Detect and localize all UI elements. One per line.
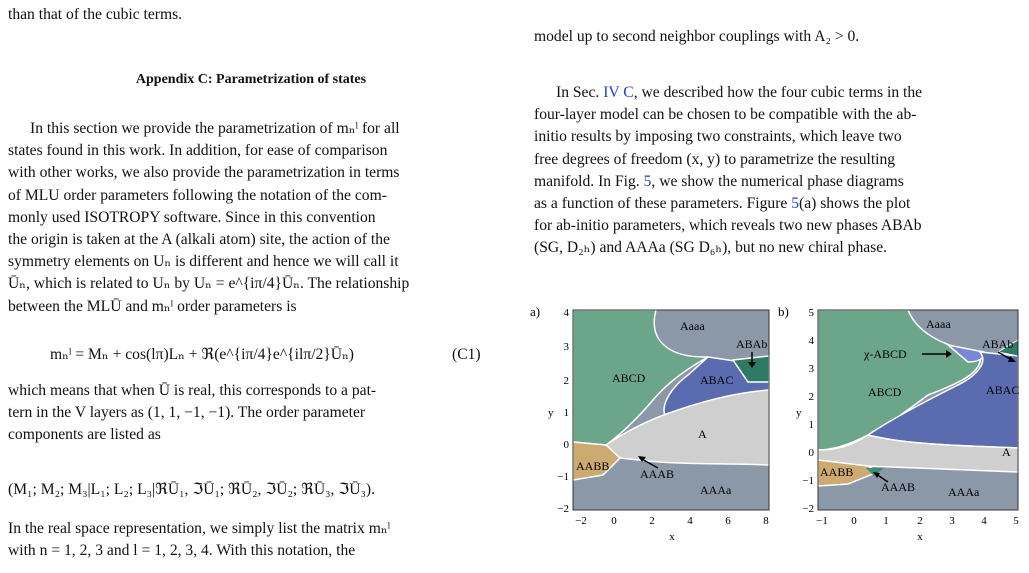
svg-text:4: 4 <box>563 307 569 319</box>
text-line: the origin is taken at the A (alkali atom) site, the action of the <box>8 231 390 249</box>
label-aabb: AABB <box>576 459 610 473</box>
label-abcd: ABCD <box>612 371 646 385</box>
text-line: In Sec. IV C, we described how the four cubic terms in the <box>556 84 923 101</box>
right-top-line: model up to second neighbor couplings with A₂ > 0. <box>534 28 860 45</box>
text-line: initio results by imposing two constraints, which leave two <box>534 128 902 146</box>
text-line: with n = 1, 2, 3 and l = 1, 2, 3, 4. With this notation, the <box>8 542 356 560</box>
text-line: components are listed as <box>8 426 161 444</box>
label-abab: ABAb <box>736 337 768 351</box>
text-line: In the real space representation, we simply list the matrix mₙˡ <box>8 520 391 537</box>
svg-text:−1: −1 <box>816 515 828 527</box>
svg-text:3: 3 <box>563 341 569 353</box>
panel-a-yticks <box>557 307 569 515</box>
text-line: manifold. In Fig. 5, we show the numerical phase diagrams <box>534 172 904 190</box>
text-line: as a function of these parameters. Figure 5(a) shows the plot <box>534 195 911 213</box>
text-line: tern in the V layers as (1, 1, −1, −1). The order parameter <box>8 404 366 422</box>
svg-text:−1: −1 <box>802 475 814 487</box>
panel-b-yticks <box>802 307 814 515</box>
text-line: for ab-initio parameters, which reveals two new phases ABAb <box>534 217 922 235</box>
label-abac: ABAC <box>986 383 1020 397</box>
text-line: with other works, we also provide the parametrization in terms <box>8 164 400 182</box>
panel-a-ylabel: y <box>548 407 554 419</box>
text-line: (SG, D₂ₕ) and AAAa (SG D₆ₕ), but no new chiral phase. <box>534 239 888 257</box>
label-abcd: ABCD <box>868 385 902 399</box>
left-top-line: than that of the cubic terms. <box>8 6 183 23</box>
svg-text:5: 5 <box>1013 515 1019 527</box>
svg-text:1: 1 <box>563 407 569 419</box>
label-aaab: AAAB <box>881 480 916 494</box>
svg-text:8: 8 <box>763 515 769 527</box>
svg-text:2: 2 <box>917 515 923 527</box>
svg-text:0: 0 <box>851 515 857 527</box>
text-line: between the MLŪ and mₙˡ order parameters is <box>8 297 297 315</box>
right-para <box>534 82 1020 260</box>
appendix-heading: Appendix C: Parametrization of states <box>135 72 367 87</box>
text-line: free degrees of freedom (x, y) to parametrize the resulting <box>534 150 896 168</box>
svg-text:4: 4 <box>687 515 693 527</box>
text-line: of MLU order parameters following the notation of the com- <box>8 186 387 204</box>
text-line: monly used ISOTROPY software. Since in this convention <box>8 208 376 226</box>
label-a: A <box>1002 445 1011 459</box>
section-link[interactable]: IV C <box>603 84 634 101</box>
label-chi-abcd: χ-ABCD <box>864 347 907 361</box>
panel-a-xlabel: x <box>669 531 675 543</box>
appendix-para2 <box>8 380 494 447</box>
label-abac: ABAC <box>700 373 734 387</box>
svg-text:4: 4 <box>808 335 814 347</box>
svg-text:2: 2 <box>649 515 655 527</box>
panel-b-xticks <box>816 515 1019 527</box>
panel-a-xticks <box>575 515 769 527</box>
appendix-para3 <box>8 518 494 562</box>
panel-a <box>548 307 769 543</box>
svg-text:−2: −2 <box>557 503 569 515</box>
equation-c1: mₙˡ = Mₙ + cos(lπ)Lₙ + ℜ(e^{iπ/4}e^{ilπ/2}Ūₙ) <box>50 346 355 363</box>
panel-a-label: a) <box>530 304 541 319</box>
label-aabb: AABB <box>820 465 854 479</box>
svg-text:3: 3 <box>808 363 814 375</box>
text-line: Ūₙ, which is related to Uₙ by Uₙ = e^{iπ/4}Ūₙ. The relationship <box>8 275 410 293</box>
label-aaaa-lower: AAAa <box>948 485 980 499</box>
svg-text:0: 0 <box>563 439 569 451</box>
label-aaaa: Aaaa <box>680 319 705 333</box>
svg-text:5: 5 <box>808 307 814 319</box>
svg-text:1: 1 <box>883 515 889 527</box>
svg-text:6: 6 <box>725 515 731 527</box>
text-line: four-layer model can be chosen to be compatible with the ab- <box>534 106 917 124</box>
svg-text:−1: −1 <box>557 471 569 483</box>
label-a: A <box>698 427 707 441</box>
figure-link[interactable]: 5 <box>791 195 800 213</box>
svg-text:1: 1 <box>808 419 814 431</box>
panel-b <box>796 307 1019 543</box>
svg-text:3: 3 <box>949 515 955 527</box>
panel-b-label: b) <box>778 304 789 319</box>
text-line: which means that when Ū is real, this corresponds to a pat- <box>8 382 377 399</box>
equation-components: (M₁; M₂; M₃|L₁; L₂; L₃|ℜŪ₁, ℑŪ₁; ℜŪ₂, ℑŪ₂; ℜŪ₃, ℑŪ₃). <box>8 481 375 498</box>
text-line: symmetry elements on Uₙ is different and hence we will call it <box>8 253 399 271</box>
figure-link[interactable]: 5 <box>643 172 652 190</box>
label-aaab: AAAB <box>640 467 675 481</box>
svg-text:0: 0 <box>808 447 814 459</box>
phase-diagram-figure <box>528 300 1024 550</box>
svg-text:4: 4 <box>981 515 987 527</box>
text-line: In this section we provide the parametrization of mₙˡ for all <box>30 120 400 137</box>
label-aaaa-lower: AAAa <box>700 483 732 497</box>
svg-text:2: 2 <box>563 375 569 387</box>
panel-b-xlabel: x <box>917 531 923 543</box>
svg-text:0: 0 <box>611 515 617 527</box>
panel-b-ylabel: y <box>796 407 802 419</box>
text-line: states found in this work. In addition, for ease of comparison <box>8 142 388 160</box>
appendix-para1 <box>8 118 494 318</box>
equation-c1-label: (C1) <box>452 346 481 363</box>
label-abab: ABAb <box>982 337 1014 351</box>
svg-text:−2: −2 <box>802 503 814 515</box>
svg-text:−2: −2 <box>575 515 587 527</box>
label-aaaa: Aaaa <box>926 317 951 331</box>
svg-text:2: 2 <box>808 391 814 403</box>
